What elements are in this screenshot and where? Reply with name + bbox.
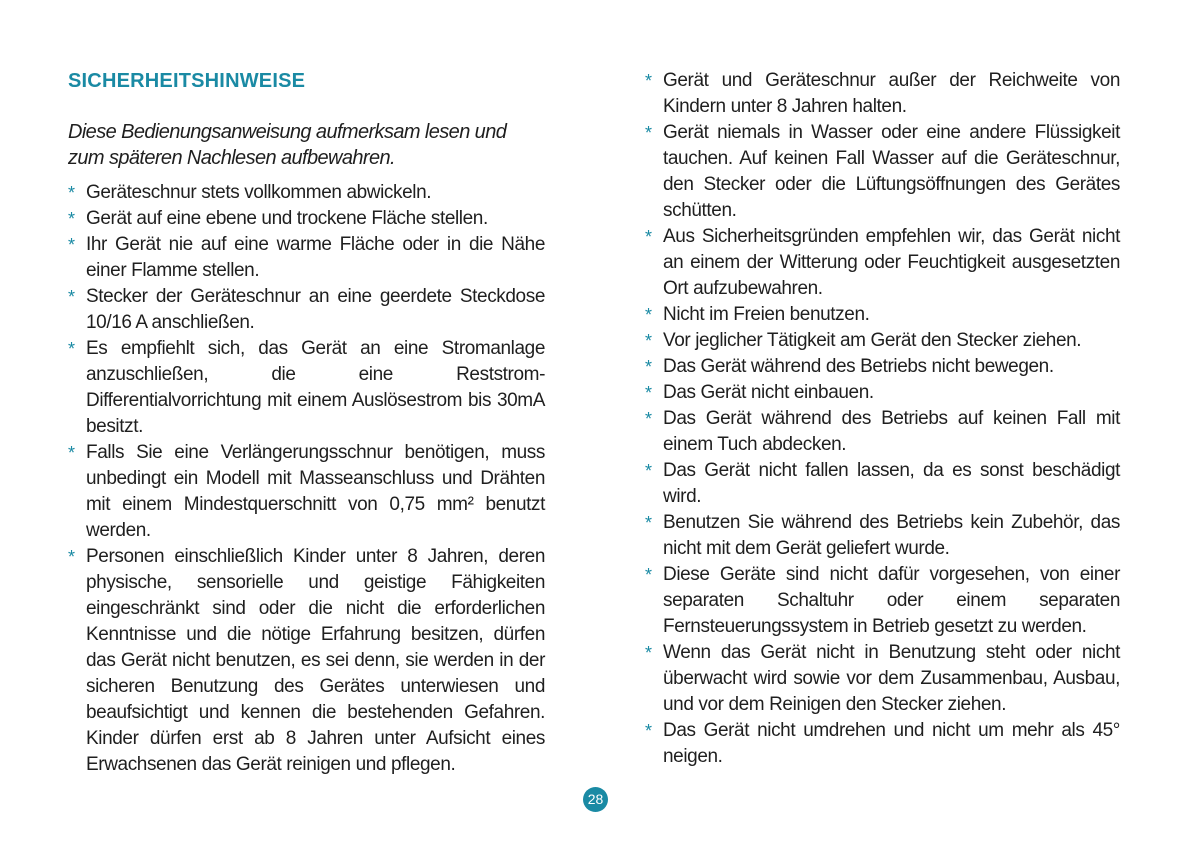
safety-item-text: Personen einschließlich Kinder unter 8 Jahren, deren physische, sensorielle und geistige Fähigkeiten eingeschränkt sind oder die nicht die erforderlichen Kenntnisse und die nötige Erfahrung besitzen, dürfen das Gerät nicht benutzen, es sei denn, sie werden in der sicheren Benutzung des Gerätes unterwiesen und beaufsichtigt und kennen die bestehenden Gefahren. Kinder dürfen erst ab 8 Jahren unter Aufsicht eines Erwachsenen das Gerät reinigen und pflegen. [86,546,545,775]
safety-item [645,224,1120,302]
page-number-badge: 28 [583,787,608,812]
safety-item [645,458,1120,510]
safety-item-text: Gerät und Geräteschnur außer der Reichweite von Kindern unter 8 Jahren halten. [663,70,1120,117]
safety-item-text: Diese Geräte sind nicht dafür vorgesehen, von einer separaten Schaltuhr oder einem separaten Fernsteuerungssystem in Betrieb gesetzt zu werden. [663,564,1120,637]
asterisk-bullet-icon: * [645,721,652,741]
safety-item-text: Das Gerät nicht fallen lassen, da es sonst beschädigt wird. [663,460,1120,507]
asterisk-bullet-icon: * [68,235,75,255]
safety-item [68,544,545,778]
safety-item-text: Falls Sie eine Verlängerungsschnur benötigen, muss unbedingt ein Modell mit Masseanschluss und Drähten mit einem Mindestquerschnitt von 0,75 mm² benutzt werden. [86,442,545,541]
safety-item-text: Das Gerät während des Betriebs auf keinen Fall mit einem Tuch abdecken. [663,408,1120,455]
safety-item [68,284,545,336]
safety-item [68,440,545,544]
safety-item-text: Stecker der Geräteschnur an eine geerdete Steckdose 10/16 A anschließen. [86,286,545,333]
safety-item-text: Gerät auf eine ebene und trockene Fläche stellen. [86,208,488,229]
safety-item-text: Es empfiehlt sich, das Gerät an eine Stromanlage anzuschließen, die eine Reststrom-Differentialvorrichtung mit einem Auslösestrom bis 30mA besitzt. [86,338,545,437]
safety-item-text: Wenn das Gerät nicht in Benutzung steht oder nicht überwacht wird sowie vor dem Zusammenbau, Ausbau, und vor dem Reinigen den Stecker ziehen. [663,642,1120,715]
safety-item [68,206,545,232]
safety-item-text: Benutzen Sie während des Betriebs kein Zubehör, das nicht mit dem Gerät geliefert wurde. [663,512,1120,559]
asterisk-bullet-icon: * [68,339,75,359]
safety-item-text: Das Gerät während des Betriebs nicht bewegen. [663,356,1054,377]
asterisk-bullet-icon: * [645,227,652,247]
safety-item [645,510,1120,562]
safety-item [645,406,1120,458]
asterisk-bullet-icon: * [645,565,652,585]
safety-item [645,640,1120,718]
safety-item [68,232,545,284]
safety-item-text: Vor jeglicher Tätigkeit am Gerät den Stecker ziehen. [663,330,1082,351]
safety-item-text: Aus Sicherheitsgründen empfehlen wir, das Gerät nicht an einem der Witterung oder Feuchtigkeit ausgesetzten Ort aufzubewahren. [663,226,1120,299]
safety-item-text: Geräteschnur stets vollkommen abwickeln. [86,182,432,203]
safety-item [645,120,1120,224]
asterisk-bullet-icon: * [645,305,652,325]
safety-item [645,354,1120,380]
safety-item-text: Ihr Gerät nie auf eine warme Fläche oder in die Nähe einer Flamme stellen. [86,234,545,281]
safety-item-text: Das Gerät nicht umdrehen und nicht um mehr als 45° neigen. [663,720,1120,767]
asterisk-bullet-icon: * [645,643,652,663]
asterisk-bullet-icon: * [68,443,75,463]
asterisk-bullet-icon: * [645,513,652,533]
intro-text: Diese Bedienungsanweisung aufmerksam lesen und zum späteren Nachlesen aufbewahren. [68,121,507,169]
asterisk-bullet-icon: * [68,183,75,203]
safety-item-text: Das Gerät nicht einbauen. [663,382,874,403]
safety-list-right [645,68,1120,770]
safety-item [645,562,1120,640]
asterisk-bullet-icon: * [68,209,75,229]
asterisk-bullet-icon: * [68,287,75,307]
safety-item-text: Nicht im Freien benutzen. [663,304,870,325]
section-title: SICHERHEITSHINWEISE [68,70,306,92]
safety-list-left [68,180,545,778]
asterisk-bullet-icon: * [645,357,652,377]
asterisk-bullet-icon: * [645,331,652,351]
asterisk-bullet-icon: * [645,383,652,403]
safety-item [68,180,545,206]
safety-item [645,302,1120,328]
safety-item [645,68,1120,120]
safety-item-text: Gerät niemals in Wasser oder eine andere Flüssigkeit tauchen. Auf keinen Fall Wasser auf die Geräteschnur, den Stecker oder die Lüftungsöffnungen des Gerätes schütten. [663,122,1120,221]
safety-item [645,718,1120,770]
safety-item [68,336,545,440]
asterisk-bullet-icon: * [645,461,652,481]
asterisk-bullet-icon: * [645,71,652,91]
asterisk-bullet-icon: * [645,123,652,143]
safety-item [645,380,1120,406]
safety-item [645,328,1120,354]
asterisk-bullet-icon: * [645,409,652,429]
asterisk-bullet-icon: * [68,547,75,567]
